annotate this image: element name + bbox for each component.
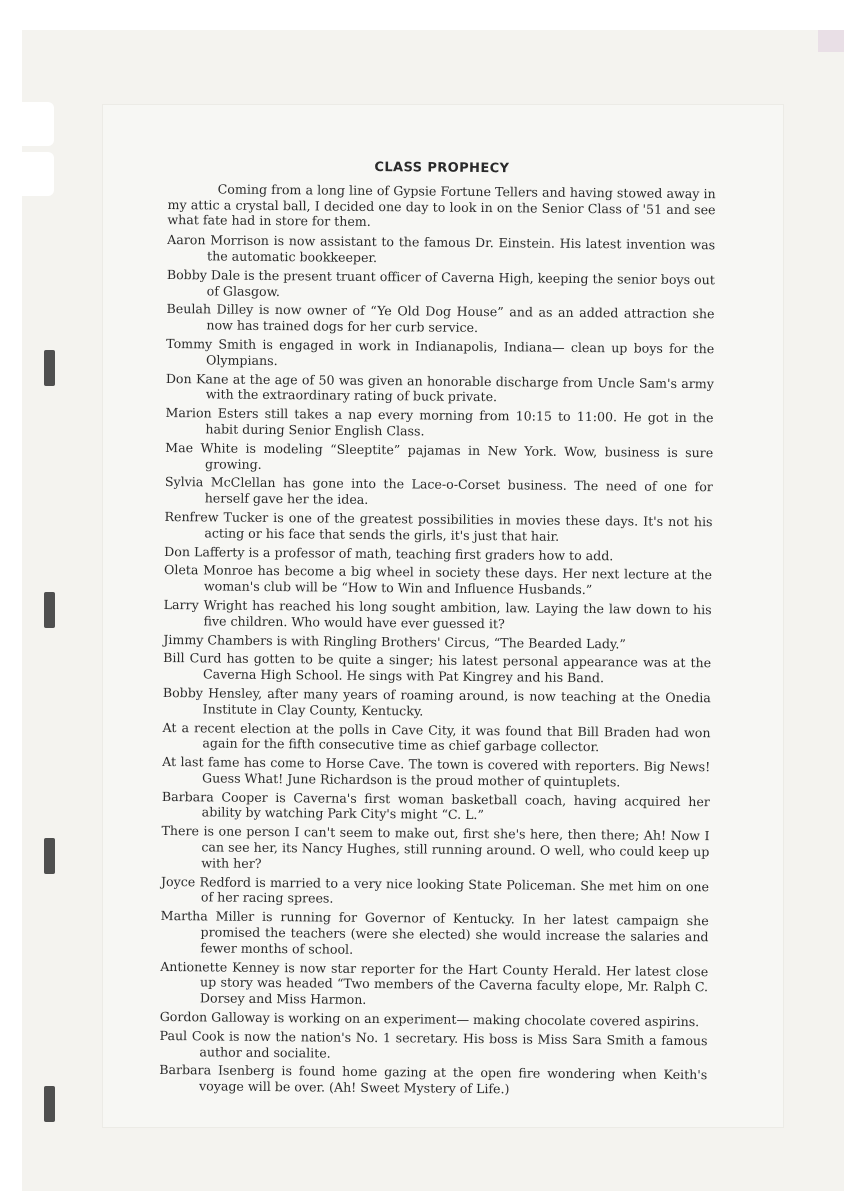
- prophecy-entry: Bobby Hensley, after many years of roaming around, is now teaching at the Onedia Institute in Clay County, Kentucky.: [162, 684, 711, 719]
- binder-hole-icon: [44, 838, 55, 874]
- binder-hole-icon: [44, 1086, 55, 1122]
- document-body: [159, 158, 716, 1102]
- prophecy-entry: Gordon Galloway is working on an experiment— making chocolate covered aspirins.: [159, 1009, 700, 1030]
- prophecy-entry: Renfrew Tucker is one of the greatest possibilities in movies these days. It's not his acting or his face that sends the girls, it's just that hair.: [164, 508, 713, 544]
- prophecy-entry: Barbara Cooper is Caverna's first woman basketball coach, having acquired her ability by watching Park City's might “C. L.”: [161, 788, 710, 823]
- prophecy-entry: At last fame has come to Horse Cave. The town is covered with reporters. Big News! Guess What! June Richardson is the proud mother of quintuplets.: [162, 754, 711, 790]
- prophecy-entry: Mae White is modeling “Sleeptite” pajamas in New York. Wow, business is sure growing.: [165, 439, 714, 472]
- prophecy-entry: Oleta Monroe has become a big wheel in society these days. Her next lecture at the woman's club will be “How to Win and Influence Husbands.”: [163, 562, 713, 598]
- prophecy-entry: Martha Miller is running for Governor of Kentucky. In her latest campaign she promised the teachers (were she elected) she would increase the salaries and fewer months of school.: [160, 908, 709, 957]
- prophecy-entry: Paul Cook is now the nation's No. 1 secretary. His boss is Miss Sara Smith a famous author and socialite.: [159, 1027, 708, 1061]
- prophecy-entry: Larry Wright has reached his long sought ambition, law. Laying the law down to his five children. Who would have ever guessed it?: [163, 596, 712, 631]
- prophecy-entry: Jimmy Chambers is with Ringling Brothers' Circus, “The Bearded Lady.”: [163, 631, 626, 651]
- prophecy-entry: Don Lafferty is a professor of math, teaching first graders how to add.: [164, 543, 614, 563]
- prophecy-entry: Aaron Morrison is now assistant to the famous Dr. Einstein. His latest invention was the automatic bookkeeper.: [167, 232, 716, 265]
- binder-hole-icon: [44, 350, 55, 386]
- prophecy-entry: Joyce Redford is married to a very nice looking State Policeman. She met him on one of her racing sprees.: [160, 873, 710, 907]
- binder-hole-icon: [44, 592, 55, 628]
- prophecy-entry: Marion Esters still takes a nap every morning from 10:15 to 11:00. He got in the habit during Senior English Class.: [165, 405, 714, 439]
- prophecy-entry: Beulah Dilley is now owner of “Ye Old Dog House” and as an added attraction she now has trained dogs for her curb service.: [166, 301, 715, 336]
- prophecy-entry: Antionette Kenney is now star reporter for the Hart County Herald. Her latest close up story was headed “Two members of the Caverna faculty elope, Mr. Ralph C. Dorsey and Miss Harmon.: [160, 958, 709, 1008]
- prophecy-entry: Tommy Smith is engaged in work in Indianapolis, Indiana— clean up boys for the Olympians.: [166, 335, 715, 368]
- prophecy-entry: Bobby Dale is the present truant officer of Caverna High, keeping the senior boys out of Glasgow.: [166, 266, 715, 299]
- prophecy-entry: At a recent election at the polls in Cave City, it was found that Bill Braden had won again for the fifth consecutive time as chief garbage collector.: [162, 719, 711, 755]
- prophecy-entry: There is one person I can't seem to make out, first she's here, then there; Ah! Now I can see her, its Nancy Hughes, still running around. O well, who could keep up with her?: [161, 823, 710, 871]
- page-title: CLASS PROPHECY: [374, 159, 510, 177]
- intro-paragraph: Coming from a long line of Gypsie Fortune Tellers and having stowed away in my attic a crystal ball, I decided one day to look in on the Senior Class of '51 and see what fate had in store for them.: [167, 181, 716, 230]
- prophecy-entry: Barbara Isenberg is found home gazing at the open fire wondering when Keith's voyage will be over. (Ah! Sweet Mystery of Life.): [159, 1062, 708, 1097]
- prophecy-entry: Sylvia McClellan has gone into the Lace-o-Corset business. The need of one for herself gave her the idea.: [164, 474, 713, 508]
- prophecy-entry: Bill Curd has gotten to be quite a singer; his latest personal appearance was at the Caverna High School. He sings with Pat Kingrey and his Band.: [163, 650, 712, 686]
- corner-mark: [818, 30, 844, 52]
- binder-notch: [22, 102, 54, 146]
- binder-notch: [22, 152, 54, 196]
- prophecy-entry: Don Kane at the age of 50 was given an honorable discharge from Uncle Sam's army with the extraordinary rating of buck private.: [165, 370, 714, 405]
